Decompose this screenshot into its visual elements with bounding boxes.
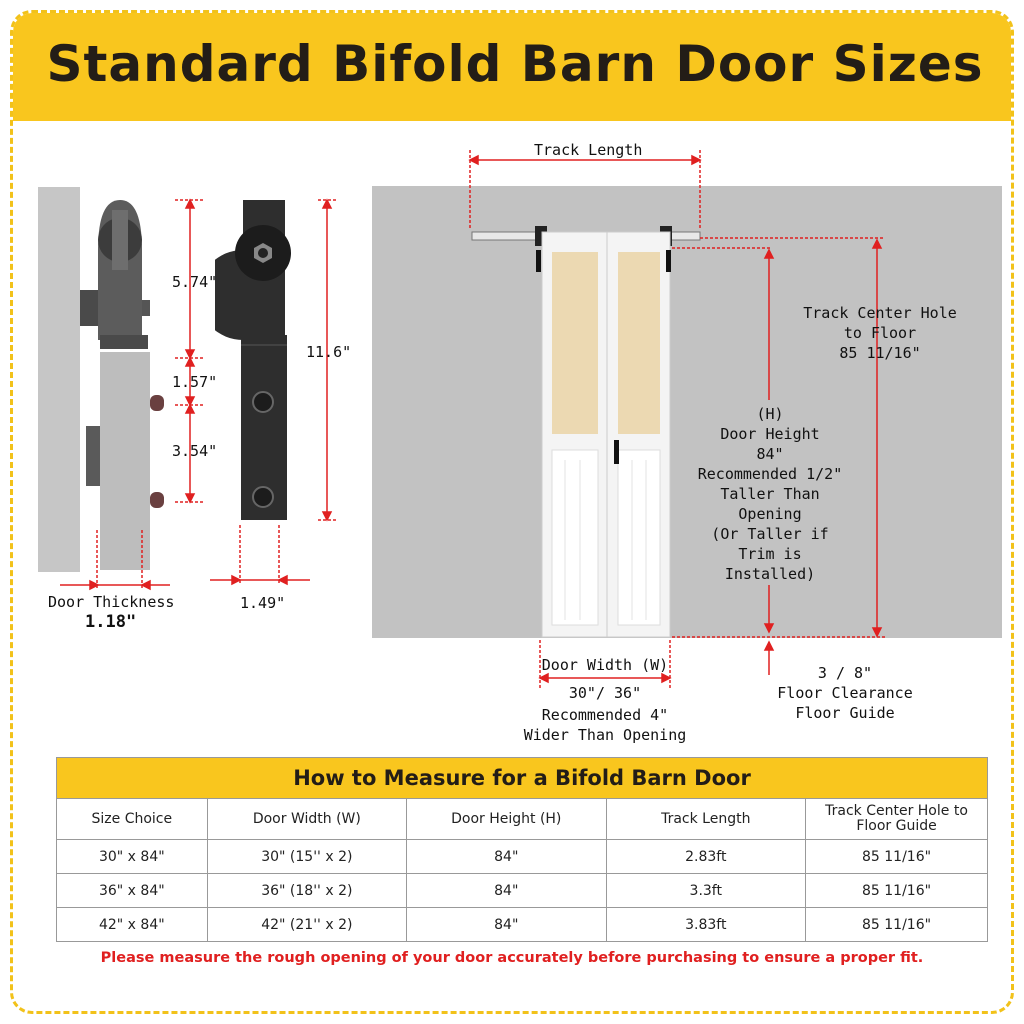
column-header: Door Height (H) (407, 799, 606, 840)
table-row (57, 908, 988, 942)
table-cell: 36" x 84" (57, 874, 208, 908)
height-label-8: Trim is (738, 545, 802, 563)
column-header: Door Width (W) (207, 799, 406, 840)
table-cell: 30" x 84" (57, 840, 208, 874)
table-cell: 84" (407, 840, 606, 874)
clearance-label-3: Floor Guide (795, 704, 895, 722)
table-cell: 36" (18'' x 2) (207, 874, 406, 908)
strap-width-label: 1.49" (240, 594, 286, 612)
center-hole-label-3: 85 11/16" (839, 344, 921, 362)
table-cell: 85 11/16" (806, 840, 988, 874)
page-title: Standard Bifold Barn Door Sizes (46, 35, 984, 93)
center-hole-label-1: Track Center Hole (803, 304, 957, 322)
dim-top-label: 5.74" (172, 273, 218, 291)
table-cell: 85 11/16" (806, 874, 988, 908)
door-width-label: Door Width (W) (541, 656, 669, 674)
clearance-label-2: Floor Clearance (777, 684, 913, 702)
size-table (56, 757, 988, 942)
height-label-2: Door Height (720, 425, 820, 443)
door-width-value: 30"/ 36" (568, 684, 642, 702)
center-hole-label-2: to Floor (843, 324, 917, 342)
table-cell: 84" (407, 908, 606, 942)
height-label-1: (H) (756, 405, 784, 423)
table-cell: 84" (407, 874, 606, 908)
door-width-note-1: Recommended 4" (541, 706, 669, 724)
height-label-6: Opening (738, 505, 802, 523)
thickness-value: 1.18" (85, 612, 137, 632)
column-header: Track Center Hole to Floor Guide (806, 799, 988, 840)
table-cell: 3.3ft (606, 874, 806, 908)
dim-bolt-label: 3.54" (172, 442, 218, 460)
dim-total-label: 11.6" (306, 343, 352, 361)
clearance-label-1: 3 / 8" (817, 664, 873, 682)
table-heading: How to Measure for a Bifold Barn Door (57, 758, 988, 799)
thickness-label: Door Thickness (48, 593, 175, 611)
table-cell: 42" x 84" (57, 908, 208, 942)
height-label-3: 84" (756, 445, 784, 463)
table-row (57, 840, 988, 874)
table-cell: 30" (15'' x 2) (207, 840, 406, 874)
column-header: Track Length (606, 799, 806, 840)
height-label-5: Taller Than (720, 485, 820, 503)
height-label-4: Recommended 1/2" (697, 465, 843, 483)
track-length-label: Track Length (530, 141, 646, 159)
height-label-7: (Or Taller if (711, 525, 829, 543)
height-label-9: Installed) (724, 565, 816, 583)
dim-gap-label: 1.57" (172, 373, 218, 391)
door-panels (536, 232, 671, 637)
column-header: Size Choice (57, 799, 208, 840)
table-cell: 3.83ft (606, 908, 806, 942)
table-cell: 2.83ft (606, 840, 806, 874)
table-cell: 42" (21'' x 2) (207, 908, 406, 942)
door-width-note-2: Wider Than Opening (523, 726, 687, 744)
measure-note: Please measure the rough opening of your door accurately before purchasing to ensure a proper fit. (100, 950, 924, 966)
table-row (57, 874, 988, 908)
table-cell: 85 11/16" (806, 908, 988, 942)
